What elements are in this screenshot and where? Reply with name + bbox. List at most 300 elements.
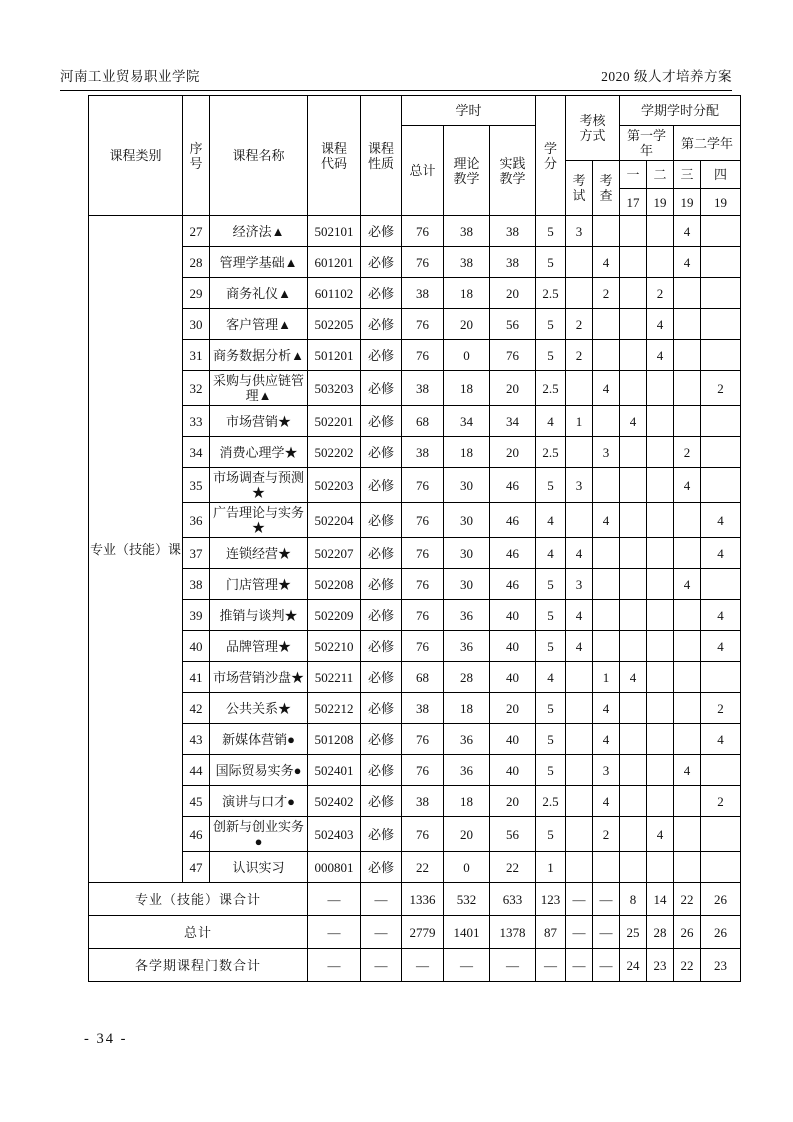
sem2-cell (647, 786, 674, 817)
course-name-cell: 经济法▲ (210, 216, 308, 247)
sem3-cell: 4 (674, 468, 701, 503)
course-nature-cell: — (361, 883, 402, 916)
sem4-cell: 23 (701, 949, 741, 982)
exam-cell (566, 662, 593, 693)
sem3-cell (674, 406, 701, 437)
hours-total-cell: 38 (402, 693, 444, 724)
col-header-course-category: 课程类别 (89, 96, 183, 216)
exam-cell: 1 (566, 406, 593, 437)
col-header-year2: 第二学年 (674, 126, 741, 161)
sem4-cell (701, 817, 741, 852)
check-cell: — (593, 883, 620, 916)
hours-total-cell: 1336 (402, 883, 444, 916)
course-code-cell: 502402 (308, 786, 361, 817)
credit-cell: 4 (536, 662, 566, 693)
check-cell: 4 (593, 503, 620, 538)
credit-cell: 5 (536, 600, 566, 631)
sem1-cell (620, 247, 647, 278)
col-header-weeks1: 17 (620, 189, 647, 216)
course-row (89, 340, 741, 371)
hours-practice-cell: — (490, 949, 536, 982)
sem1-cell (620, 216, 647, 247)
sem3-cell: 4 (674, 569, 701, 600)
hours-theory-cell: 20 (444, 309, 490, 340)
seq-cell: 37 (183, 538, 210, 569)
col-header-course-code: 课程代码 (308, 96, 361, 216)
hours-practice-cell: 20 (490, 278, 536, 309)
check-cell (593, 406, 620, 437)
hours-practice-cell: 20 (490, 371, 536, 406)
hours-practice-cell: 20 (490, 693, 536, 724)
sem1-cell (620, 631, 647, 662)
sem1-cell (620, 852, 647, 883)
sem3-cell (674, 340, 701, 371)
seq-cell: 41 (183, 662, 210, 693)
exam-cell: 4 (566, 631, 593, 662)
hours-total-cell: 76 (402, 600, 444, 631)
credit-cell: 5 (536, 755, 566, 786)
exam-cell (566, 503, 593, 538)
course-name-cell: 消费心理学★ (210, 437, 308, 468)
credit-cell: 5 (536, 216, 566, 247)
sem4-cell: 4 (701, 600, 741, 631)
hours-theory-cell: 18 (444, 278, 490, 309)
course-nature-cell: 必修 (361, 817, 402, 852)
seq-cell: 33 (183, 406, 210, 437)
course-nature-cell: 必修 (361, 503, 402, 538)
sem3-cell: 22 (674, 949, 701, 982)
sem2-cell (647, 852, 674, 883)
sem1-cell (620, 724, 647, 755)
hours-total-cell: 76 (402, 817, 444, 852)
exam-cell: 3 (566, 468, 593, 503)
hours-total-cell: 38 (402, 371, 444, 406)
course-row (89, 468, 741, 503)
sem3-cell (674, 600, 701, 631)
sem2-cell: 14 (647, 883, 674, 916)
course-nature-cell: 必修 (361, 278, 402, 309)
col-header-weeks2: 19 (647, 189, 674, 216)
course-code-cell: 502202 (308, 437, 361, 468)
credit-cell: 2.5 (536, 278, 566, 309)
course-nature-cell: 必修 (361, 309, 402, 340)
seq-cell: 31 (183, 340, 210, 371)
hours-total-cell: 76 (402, 631, 444, 662)
seq-cell: 39 (183, 600, 210, 631)
course-category-cell: 专业（技能）课 (89, 216, 183, 883)
sem3-cell (674, 631, 701, 662)
course-name-cell: 市场营销沙盘★ (210, 662, 308, 693)
col-header-sem2: 二 (647, 161, 674, 189)
course-code-cell: 502201 (308, 406, 361, 437)
hours-practice-cell: 56 (490, 309, 536, 340)
hours-total-cell: 76 (402, 538, 444, 569)
hours-theory-cell: 18 (444, 786, 490, 817)
sem2-cell: 2 (647, 278, 674, 309)
sem3-cell: 4 (674, 755, 701, 786)
course-row (89, 371, 741, 406)
course-code-cell: — (308, 916, 361, 949)
col-header-sem4: 四 (701, 161, 741, 189)
seq-cell: 27 (183, 216, 210, 247)
credit-cell: 5 (536, 468, 566, 503)
sem1-cell (620, 569, 647, 600)
course-code-cell: 503203 (308, 371, 361, 406)
sem4-cell (701, 247, 741, 278)
seq-cell: 44 (183, 755, 210, 786)
seq-cell: 30 (183, 309, 210, 340)
course-name-cell: 管理学基础▲ (210, 247, 308, 278)
hours-theory-cell: 18 (444, 437, 490, 468)
sem1-cell (620, 538, 647, 569)
sem1-cell: 4 (620, 406, 647, 437)
table-head (89, 96, 741, 216)
sem1-cell (620, 309, 647, 340)
course-name-cell: 推销与谈判★ (210, 600, 308, 631)
course-name-cell: 品牌管理★ (210, 631, 308, 662)
course-nature-cell: 必修 (361, 340, 402, 371)
hours-practice-cell: 34 (490, 406, 536, 437)
check-cell (593, 569, 620, 600)
seq-cell: 29 (183, 278, 210, 309)
check-cell: — (593, 949, 620, 982)
course-nature-cell: 必修 (361, 569, 402, 600)
page-header (60, 65, 732, 91)
sem2-cell (647, 468, 674, 503)
exam-cell (566, 371, 593, 406)
hours-total-cell: 76 (402, 216, 444, 247)
course-name-cell: 市场营销★ (210, 406, 308, 437)
sem4-cell: 4 (701, 631, 741, 662)
check-cell: 4 (593, 371, 620, 406)
sem1-cell (620, 468, 647, 503)
course-nature-cell: 必修 (361, 216, 402, 247)
summary-row (89, 949, 741, 982)
sem3-cell (674, 538, 701, 569)
sem1-cell: 8 (620, 883, 647, 916)
course-code-cell: 601201 (308, 247, 361, 278)
exam-cell: — (566, 916, 593, 949)
credit-cell: 2.5 (536, 437, 566, 468)
sem4-cell: 26 (701, 883, 741, 916)
hours-practice-cell: 38 (490, 247, 536, 278)
course-nature-cell: 必修 (361, 247, 402, 278)
check-cell (593, 600, 620, 631)
header-row-1 (89, 96, 741, 126)
course-code-cell: 502208 (308, 569, 361, 600)
course-name-cell: 商务数据分析▲ (210, 340, 308, 371)
check-cell: — (593, 916, 620, 949)
hours-total-cell: 68 (402, 406, 444, 437)
sem3-cell (674, 278, 701, 309)
course-row (89, 569, 741, 600)
sem2-cell: 4 (647, 309, 674, 340)
sem1-cell (620, 693, 647, 724)
course-nature-cell: 必修 (361, 371, 402, 406)
sem2-cell (647, 216, 674, 247)
col-header-hours: 学时 (402, 96, 536, 126)
sem2-cell: 4 (647, 340, 674, 371)
course-code-cell: 502101 (308, 216, 361, 247)
sem3-cell (674, 852, 701, 883)
sem4-cell: 2 (701, 786, 741, 817)
hours-practice-cell: 22 (490, 852, 536, 883)
sem1-cell (620, 503, 647, 538)
hours-total-cell: 76 (402, 503, 444, 538)
course-code-cell: 502401 (308, 755, 361, 786)
course-name-cell: 创新与创业实务● (210, 817, 308, 852)
hours-total-cell: 76 (402, 309, 444, 340)
sem3-cell: 26 (674, 916, 701, 949)
sem4-cell: 2 (701, 371, 741, 406)
hours-total-cell: 76 (402, 247, 444, 278)
hours-theory-cell: 1401 (444, 916, 490, 949)
course-name-cell: 公共关系★ (210, 693, 308, 724)
course-name-cell: 认识实习 (210, 852, 308, 883)
sem1-cell (620, 817, 647, 852)
exam-cell (566, 724, 593, 755)
sem2-cell (647, 503, 674, 538)
col-header-hours-practice: 实践教学 (490, 126, 536, 216)
col-header-year1: 第一学年 (620, 126, 674, 161)
summary-label-cell: 专业（技能）课合计 (89, 883, 308, 916)
sem2-cell (647, 406, 674, 437)
seq-cell: 43 (183, 724, 210, 755)
course-code-cell: 501208 (308, 724, 361, 755)
seq-cell: 45 (183, 786, 210, 817)
sem1-cell: 24 (620, 949, 647, 982)
hours-practice-cell: 633 (490, 883, 536, 916)
hours-theory-cell: — (444, 949, 490, 982)
institution-name: 河南工业贸易职业学院 (60, 69, 200, 84)
credit-cell: 4 (536, 406, 566, 437)
credit-cell: 4 (536, 538, 566, 569)
hours-theory-cell: 36 (444, 724, 490, 755)
summary-label-cell: 总计 (89, 916, 308, 949)
sem3-cell: 4 (674, 247, 701, 278)
hours-theory-cell: 36 (444, 600, 490, 631)
seq-cell: 42 (183, 693, 210, 724)
exam-cell: 2 (566, 309, 593, 340)
credit-cell: 5 (536, 340, 566, 371)
hours-theory-cell: 34 (444, 406, 490, 437)
course-row (89, 503, 741, 538)
exam-cell: 3 (566, 216, 593, 247)
sem2-cell (647, 631, 674, 662)
course-row (89, 247, 741, 278)
course-code-cell: — (308, 949, 361, 982)
course-name-cell: 新媒体营销● (210, 724, 308, 755)
hours-total-cell: 76 (402, 340, 444, 371)
exam-cell (566, 278, 593, 309)
course-nature-cell: 必修 (361, 406, 402, 437)
hours-total-cell: — (402, 949, 444, 982)
sem2-cell (647, 662, 674, 693)
document-title: 2020 级人才培养方案 (601, 69, 732, 84)
course-row (89, 631, 741, 662)
hours-theory-cell: 28 (444, 662, 490, 693)
credit-cell: 5 (536, 309, 566, 340)
sem2-cell: 4 (647, 817, 674, 852)
course-nature-cell: 必修 (361, 852, 402, 883)
sem2-cell (647, 755, 674, 786)
hours-theory-cell: 38 (444, 216, 490, 247)
hours-theory-cell: 38 (444, 247, 490, 278)
col-header-semester-dist: 学期学时分配 (620, 96, 741, 126)
course-nature-cell: 必修 (361, 755, 402, 786)
col-header-credits: 学分 (536, 96, 566, 216)
check-cell: 2 (593, 278, 620, 309)
col-header-sem1: 一 (620, 161, 647, 189)
col-header-hours-total: 总计 (402, 126, 444, 216)
credit-cell: 5 (536, 724, 566, 755)
course-nature-cell: 必修 (361, 631, 402, 662)
credit-cell: 5 (536, 693, 566, 724)
course-code-cell: 502205 (308, 309, 361, 340)
check-cell: 4 (593, 724, 620, 755)
course-nature-cell: 必修 (361, 693, 402, 724)
exam-cell (566, 817, 593, 852)
sem1-cell: 4 (620, 662, 647, 693)
course-name-cell: 市场调查与预测★ (210, 468, 308, 503)
exam-cell: 4 (566, 600, 593, 631)
course-name-cell: 门店管理★ (210, 569, 308, 600)
seq-cell: 35 (183, 468, 210, 503)
seq-cell: 32 (183, 371, 210, 406)
sem3-cell (674, 371, 701, 406)
sem2-cell (647, 437, 674, 468)
check-cell (593, 538, 620, 569)
hours-practice-cell: 46 (490, 468, 536, 503)
course-code-cell: 502211 (308, 662, 361, 693)
course-nature-cell: — (361, 916, 402, 949)
sem4-cell: 26 (701, 916, 741, 949)
check-cell (593, 631, 620, 662)
hours-total-cell: 76 (402, 569, 444, 600)
course-row (89, 278, 741, 309)
sem4-cell (701, 406, 741, 437)
course-row (89, 538, 741, 569)
sem3-cell: 4 (674, 216, 701, 247)
course-code-cell: 502210 (308, 631, 361, 662)
course-name-cell: 国际贸易实务● (210, 755, 308, 786)
check-cell (593, 468, 620, 503)
course-row (89, 662, 741, 693)
hours-theory-cell: 20 (444, 817, 490, 852)
hours-practice-cell: 46 (490, 503, 536, 538)
hours-practice-cell: 46 (490, 538, 536, 569)
hours-theory-cell: 30 (444, 503, 490, 538)
sem4-cell (701, 309, 741, 340)
sem3-cell: 22 (674, 883, 701, 916)
credit-cell: 87 (536, 916, 566, 949)
course-code-cell: — (308, 883, 361, 916)
sem4-cell (701, 662, 741, 693)
credit-cell: 123 (536, 883, 566, 916)
col-header-assessment: 考核方式 (566, 96, 620, 161)
seq-cell: 40 (183, 631, 210, 662)
sem2-cell (647, 724, 674, 755)
credit-cell: 2.5 (536, 786, 566, 817)
sem1-cell (620, 437, 647, 468)
hours-practice-cell: 38 (490, 216, 536, 247)
sem1-cell (620, 278, 647, 309)
seq-cell: 46 (183, 817, 210, 852)
summary-row (89, 883, 741, 916)
course-code-cell: 000801 (308, 852, 361, 883)
course-name-cell: 客户管理▲ (210, 309, 308, 340)
sem2-cell: 28 (647, 916, 674, 949)
seq-cell: 28 (183, 247, 210, 278)
course-row (89, 216, 741, 247)
course-code-cell: 502203 (308, 468, 361, 503)
sem4-cell (701, 852, 741, 883)
table-body (89, 216, 741, 982)
sem4-cell (701, 569, 741, 600)
sem4-cell (701, 216, 741, 247)
credit-cell: 5 (536, 569, 566, 600)
hours-total-cell: 38 (402, 786, 444, 817)
sem4-cell: 4 (701, 724, 741, 755)
course-nature-cell: 必修 (361, 437, 402, 468)
sem4-cell (701, 437, 741, 468)
course-name-cell: 广告理论与实务★ (210, 503, 308, 538)
check-cell (593, 340, 620, 371)
seq-cell: 47 (183, 852, 210, 883)
course-code-cell: 502212 (308, 693, 361, 724)
hours-theory-cell: 30 (444, 538, 490, 569)
exam-cell: 3 (566, 569, 593, 600)
check-cell: 1 (593, 662, 620, 693)
hours-theory-cell: 18 (444, 693, 490, 724)
credit-cell: 5 (536, 817, 566, 852)
col-header-seq: 序号 (183, 96, 210, 216)
course-row (89, 309, 741, 340)
course-code-cell: 601102 (308, 278, 361, 309)
seq-cell: 38 (183, 569, 210, 600)
course-row (89, 724, 741, 755)
hours-total-cell: 68 (402, 662, 444, 693)
sem4-cell (701, 278, 741, 309)
hours-theory-cell: 18 (444, 371, 490, 406)
hours-total-cell: 38 (402, 437, 444, 468)
course-nature-cell: — (361, 949, 402, 982)
hours-theory-cell: 30 (444, 468, 490, 503)
exam-cell (566, 786, 593, 817)
summary-label-cell: 各学期课程门数合计 (89, 949, 308, 982)
hours-total-cell: 76 (402, 724, 444, 755)
summary-row (89, 916, 741, 949)
sem2-cell (647, 247, 674, 278)
hours-total-cell: 76 (402, 468, 444, 503)
course-nature-cell: 必修 (361, 468, 402, 503)
sem3-cell (674, 817, 701, 852)
check-cell: 3 (593, 437, 620, 468)
sem3-cell (674, 309, 701, 340)
hours-theory-cell: 0 (444, 340, 490, 371)
sem1-cell (620, 371, 647, 406)
exam-cell (566, 437, 593, 468)
sem2-cell (647, 569, 674, 600)
sem2-cell (647, 371, 674, 406)
course-row (89, 437, 741, 468)
hours-theory-cell: 0 (444, 852, 490, 883)
sem3-cell (674, 693, 701, 724)
curriculum-table (88, 95, 741, 982)
check-cell: 2 (593, 817, 620, 852)
course-code-cell: 502204 (308, 503, 361, 538)
course-name-cell: 演讲与口才● (210, 786, 308, 817)
